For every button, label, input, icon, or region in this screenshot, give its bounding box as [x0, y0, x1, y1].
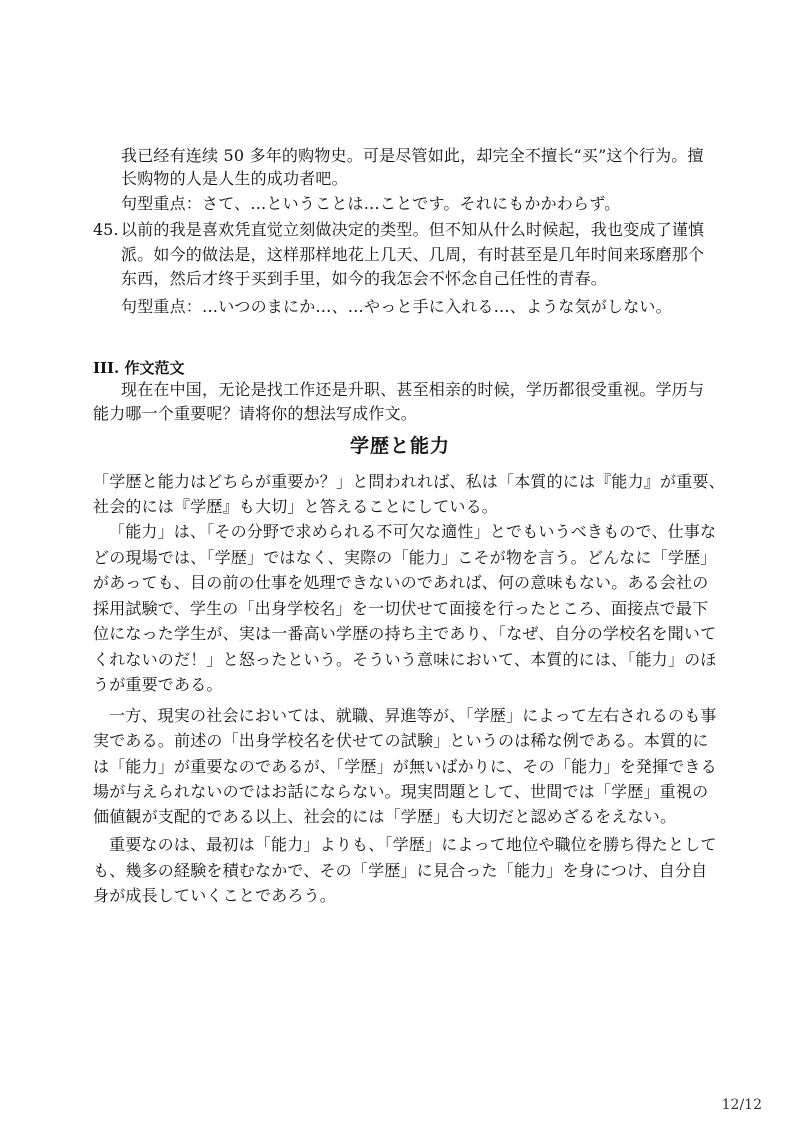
- page-number: 12/12: [721, 1097, 762, 1113]
- top-paragraph-line-1: 我已经有连续 50 多年的购物史。可是尽管如此，却完全不擅长“买”这个行为。擅: [121, 146, 704, 165]
- essay-line: があっても、目の前の仕事を処理できないのであれば、何の意味もない。ある会社の: [93, 573, 709, 592]
- essay-prompt-line-2: 能力哪一个重要呢？请将你的想法写成作文。: [93, 404, 418, 423]
- essay-line: 「学歴と能力はどちらが重要か？」と問われれば、私は「本質的には『能力』が重要、: [93, 472, 725, 491]
- item-45-line-1: 以前的我是喜欢凭直觉立刻做决定的类型。但不知从什么时候起，我也变成了谨慎: [121, 220, 705, 239]
- essay-line: どの現場では、「学歴」ではなく、実際の「能力」こそが物を言う。どんなに「学歴」: [93, 548, 717, 567]
- essay-line: 位になった学生が、実は一番高い学歴の持ち主であり、「なぜ、自分の学校名を聞いて: [93, 624, 717, 643]
- item-45-sentence-pattern: 句型重点：…いつのまにか…、…やっと手に入れる…、ような気がしない。: [121, 297, 672, 316]
- top-paragraph-line-2: 长购物的人是人生的成功者吧。: [121, 169, 348, 188]
- essay-line: 実である。前述の「出身学校名を伏せての試験」というのは稀な例である。本質的に: [93, 731, 709, 750]
- essay-line: 身が成長していくことであろう。: [93, 886, 337, 905]
- essay-line: 重要なのは、最初は「能力」よりも、「学歴」によって地位や職位を勝ち得たとして: [109, 835, 717, 854]
- essay-line: うが重要である。: [93, 675, 223, 694]
- essay-line: も、幾多の経験を積むなかで、その「学歴」に見合った「能力」を身につけ、自分自: [93, 861, 708, 880]
- essay-line: くれないのだ！」と怒ったという。そういう意味において、本質的には、「能力」のほ: [93, 650, 717, 669]
- essay-line: 場が与えられないのではお話にならない。現実問題として、世間では「学歴」重視の: [93, 782, 709, 801]
- essay-line: は「能力」が重要なのであるが、「学歴」が無いばかりに、その「能力」を発揮できる: [93, 757, 717, 776]
- essay-line: 価値観が支配的である以上、社会的には「学歴」も大切だと認めざるをえない。: [93, 807, 677, 826]
- essay-prompt-line-1: 现在在中国，无论是找工作还是升职、甚至相亲的时候，学历都很受重视。学历与: [121, 380, 705, 399]
- essay-line: 社会的には『学歴』も大切」と答えることにしている。: [93, 497, 499, 516]
- essay-line: 一方、現実の社会においては、就職、昇進等が、「学歴」によって左右されるのも事: [109, 706, 717, 725]
- section-3-heading: III. 作文范文: [93, 359, 185, 377]
- essay-line: 採用試験で、学生の「出身学校名」を一切伏せて面接を行ったところ、面接点で最下: [93, 599, 709, 618]
- item-45-line-2: 派。如今的做法是，这样那样地花上几天、几周，有时甚至是几年时间来琢磨那个: [121, 245, 705, 264]
- essay-line: 「能力」は、「その分野で求められる不可欠な適性」とでもいうべきもので、仕事な: [109, 522, 717, 541]
- item-45-line-3: 东西，然后才终于买到手里，如今的我怎会不怀念自己任性的青春。: [121, 269, 608, 288]
- essay-title: 学歴と能力: [349, 435, 450, 457]
- item-number-45: 45.: [93, 220, 119, 239]
- top-sentence-pattern: 句型重点：さて、…ということは…ことです。それにもかかわらず。: [121, 194, 621, 213]
